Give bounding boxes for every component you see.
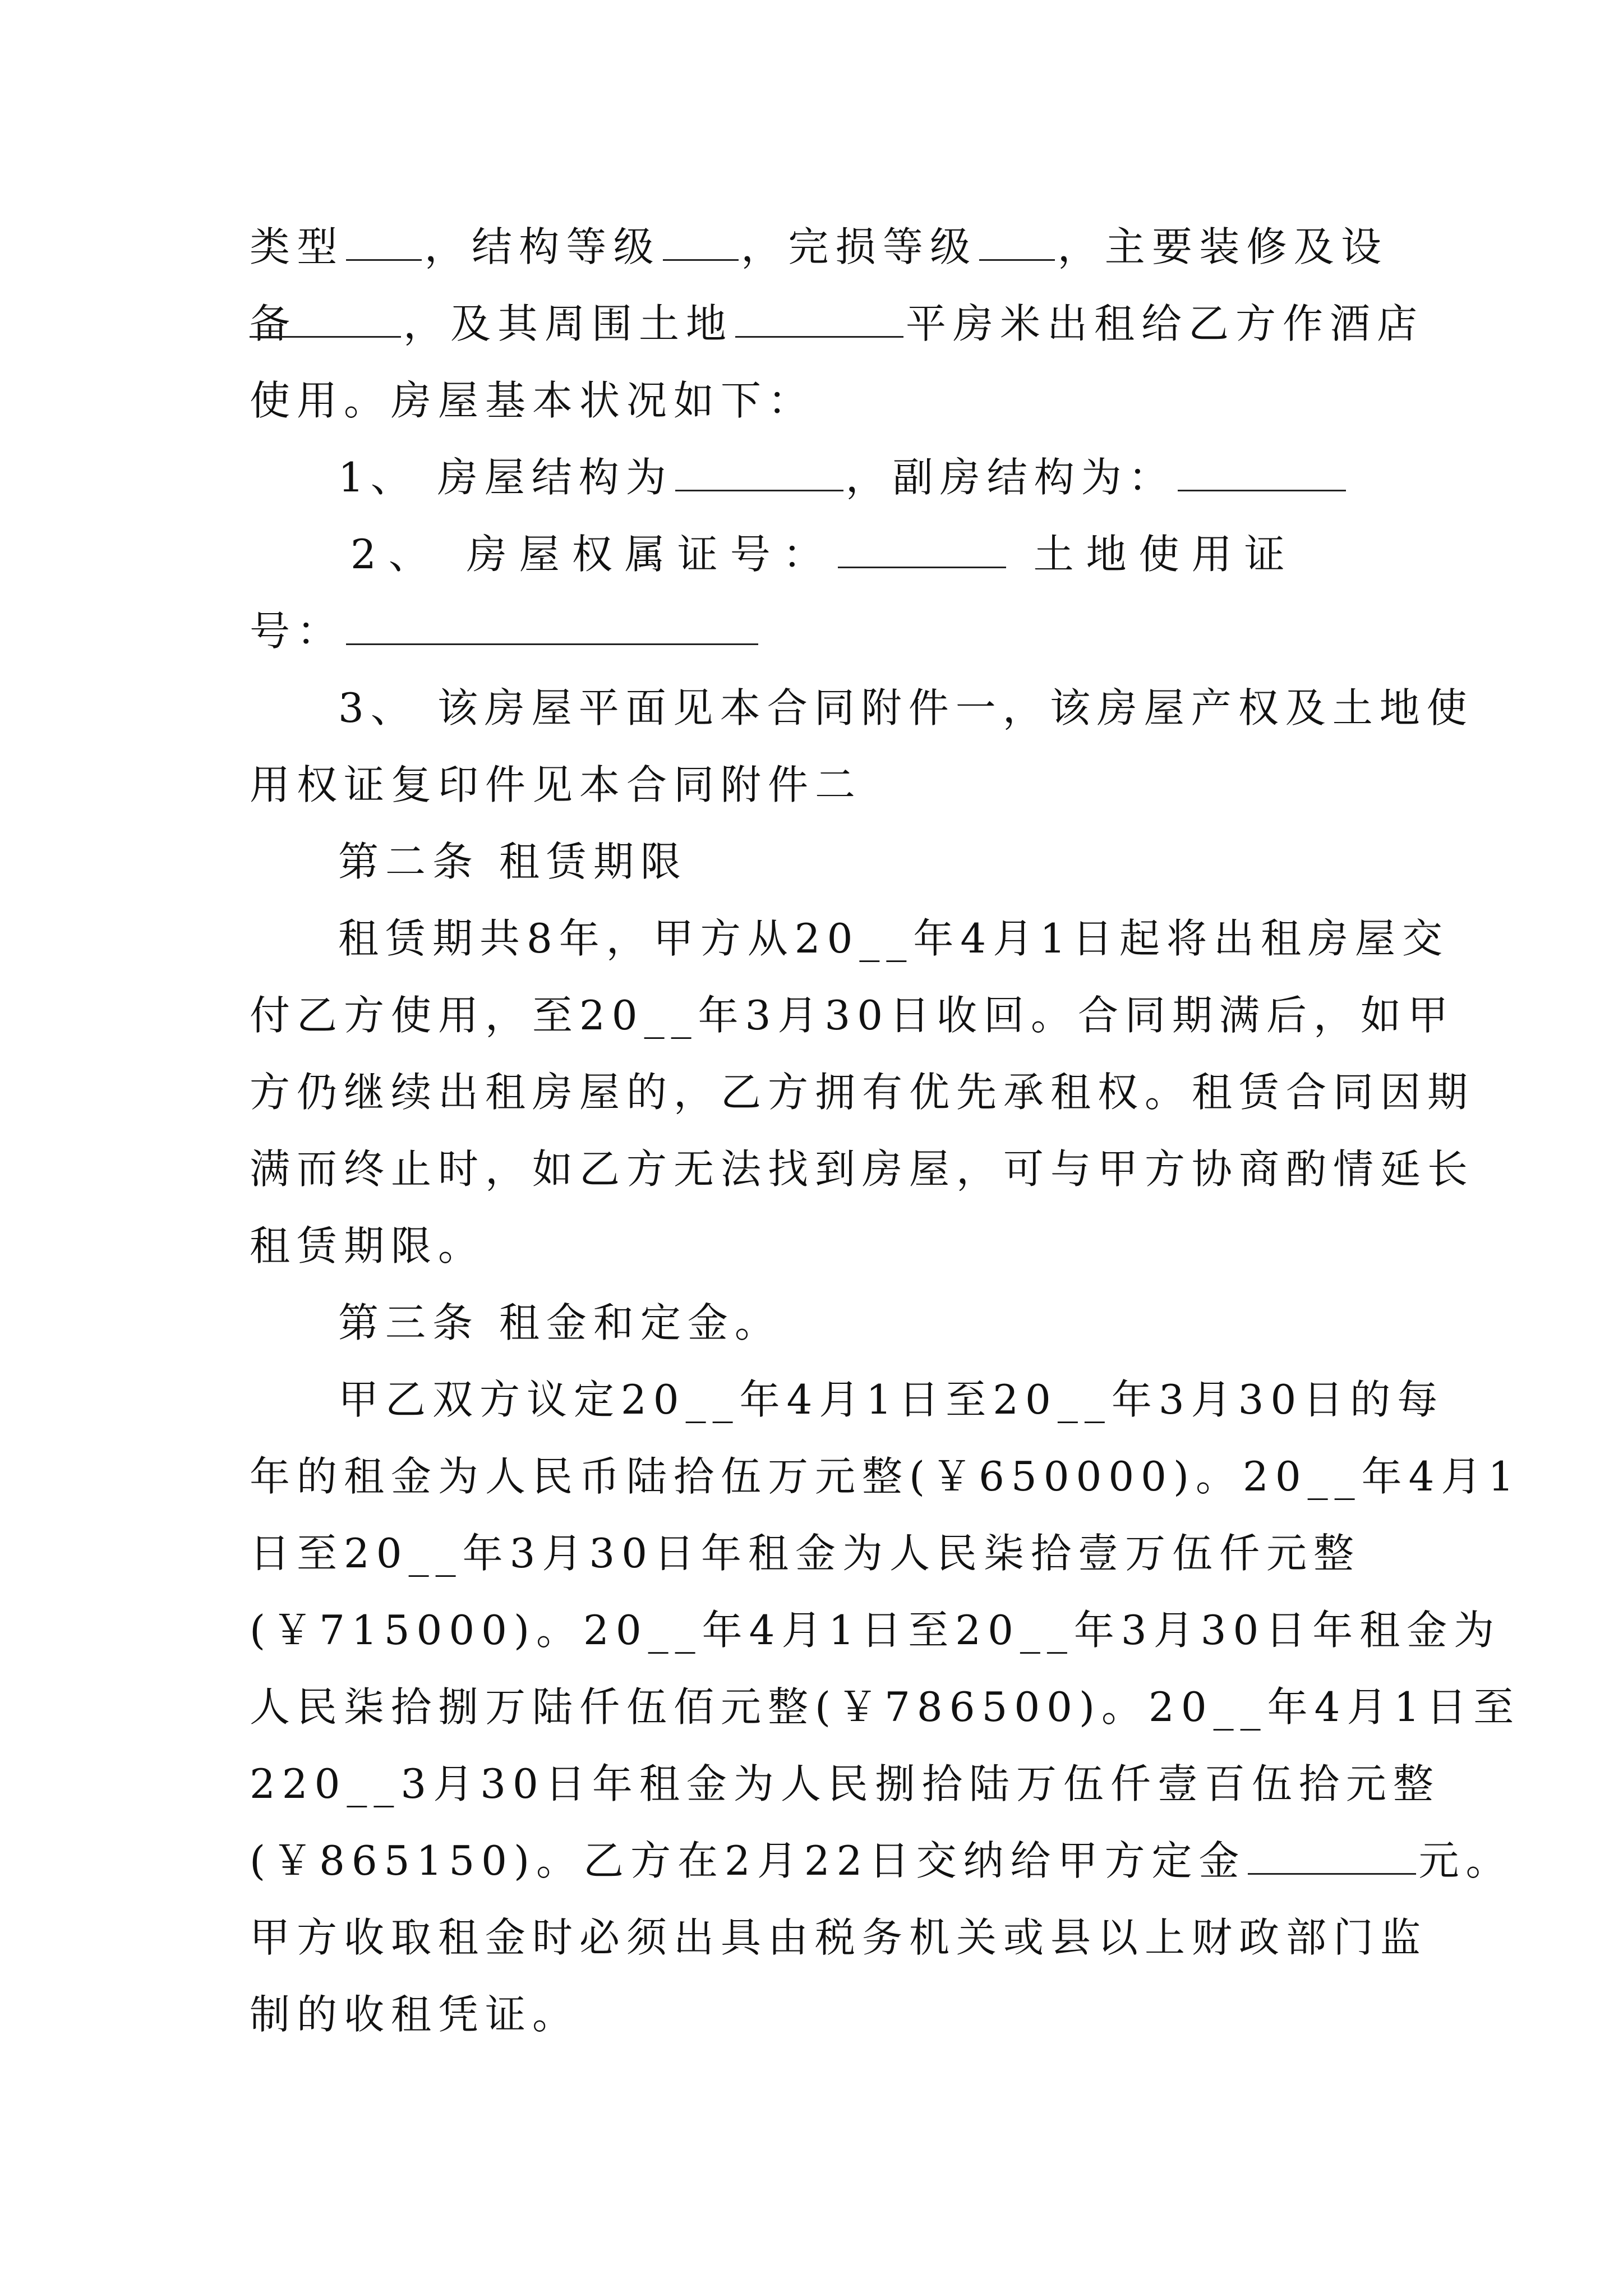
fill-blank — [1248, 1839, 1416, 1875]
text-line-23: 甲方收取租金时必须出具由税务机关或县以上财政部门监 — [250, 1914, 1428, 1961]
text-segment: 类型 — [250, 223, 344, 270]
fill-blank — [838, 533, 1006, 568]
text-line-8: 用权证复印件见本合同附件二 — [250, 761, 863, 808]
text-line-11: 付乙方使用，至20__年3月30日收回。合同期满后，如甲 — [250, 992, 1455, 1039]
text-line-10: 租赁期共8年，甲方从20__年4月1日起将出租房屋交 — [338, 915, 1450, 962]
text-line-6 — [250, 593, 1388, 670]
text-segment: ，完损等级 — [740, 223, 978, 270]
text-line-17: 年的租金为人民币陆拾伍万元整(￥650000)。20__年4月1 — [250, 1453, 1521, 1500]
text-line-20: 人民柒拾捌万陆仟伍佰元整(￥786500)。20__年4月1日至 — [250, 1683, 1521, 1731]
text-segment: ，副房结构为： — [845, 454, 1175, 501]
fill-blank — [979, 226, 1055, 261]
text-line-7: 3、 该房屋平面见本合同附件一，该房屋产权及土地使 — [338, 684, 1474, 731]
text-line-4 — [250, 439, 1388, 516]
text-line-19: (￥715000)。20__年4月1日至20__年3月30日年租金为 — [250, 1607, 1501, 1654]
fill-blank — [663, 226, 739, 261]
text-segment: ，主要装修及设备 — [250, 223, 1388, 347]
text-segment: 号： — [250, 608, 344, 655]
text-line-2 — [250, 286, 1424, 362]
fill-blank — [675, 456, 843, 491]
document-body — [250, 209, 1521, 2053]
text-line-14: 租赁期限。 — [250, 1222, 486, 1269]
fill-blank — [346, 226, 422, 261]
section-heading-2: 第二条 租赁期限 — [338, 838, 688, 885]
section-heading-3: 第三条 租金和定金。 — [338, 1299, 782, 1346]
text-line-5 — [250, 516, 1388, 593]
text-line-13: 满而终止时，如乙方无法找到房屋，可与甲方协商酌情延长 — [250, 1145, 1475, 1193]
fill-blank — [1178, 456, 1346, 491]
text-line-16: 甲乙双方议定20__年4月1日至20__年3月30日的每 — [338, 1376, 1445, 1423]
text-segment: (￥865150)。乙方在2月22日交纳给甲方定金 — [250, 1837, 1246, 1884]
text-segment: ，结构等级 — [424, 223, 661, 270]
text-segment: 平房米出租给乙方作酒店 — [906, 300, 1424, 347]
text-line-24: 制的收租凭证。 — [250, 1991, 580, 2038]
fill-blank — [346, 610, 758, 645]
text-line-12: 方仍继续出租房屋的，乙方拥有优先承租权。租赁合同因期 — [250, 1069, 1475, 1116]
fill-blank — [250, 302, 401, 338]
text-segment: 元。 — [1418, 1837, 1513, 1884]
text-segment: ，及其周围土地 — [403, 300, 734, 347]
text-line-3: 使用。房屋基本状况如下： — [250, 377, 815, 424]
text-segment: 1、 房屋结构为 — [338, 454, 673, 501]
text-line-21: 220__3月30日年租金为人民捌拾陆万伍仟壹百伍拾元整 — [250, 1760, 1440, 1807]
text-segment: 2、 房屋权属证号： — [351, 531, 836, 578]
text-segment: 土地使用证 — [1008, 531, 1297, 578]
text-line-18: 日至20__年3月30日年租金为人民柒拾壹万伍仟元整 — [250, 1530, 1361, 1577]
fill-blank — [735, 302, 903, 338]
text-line-22 — [250, 1823, 1513, 1899]
